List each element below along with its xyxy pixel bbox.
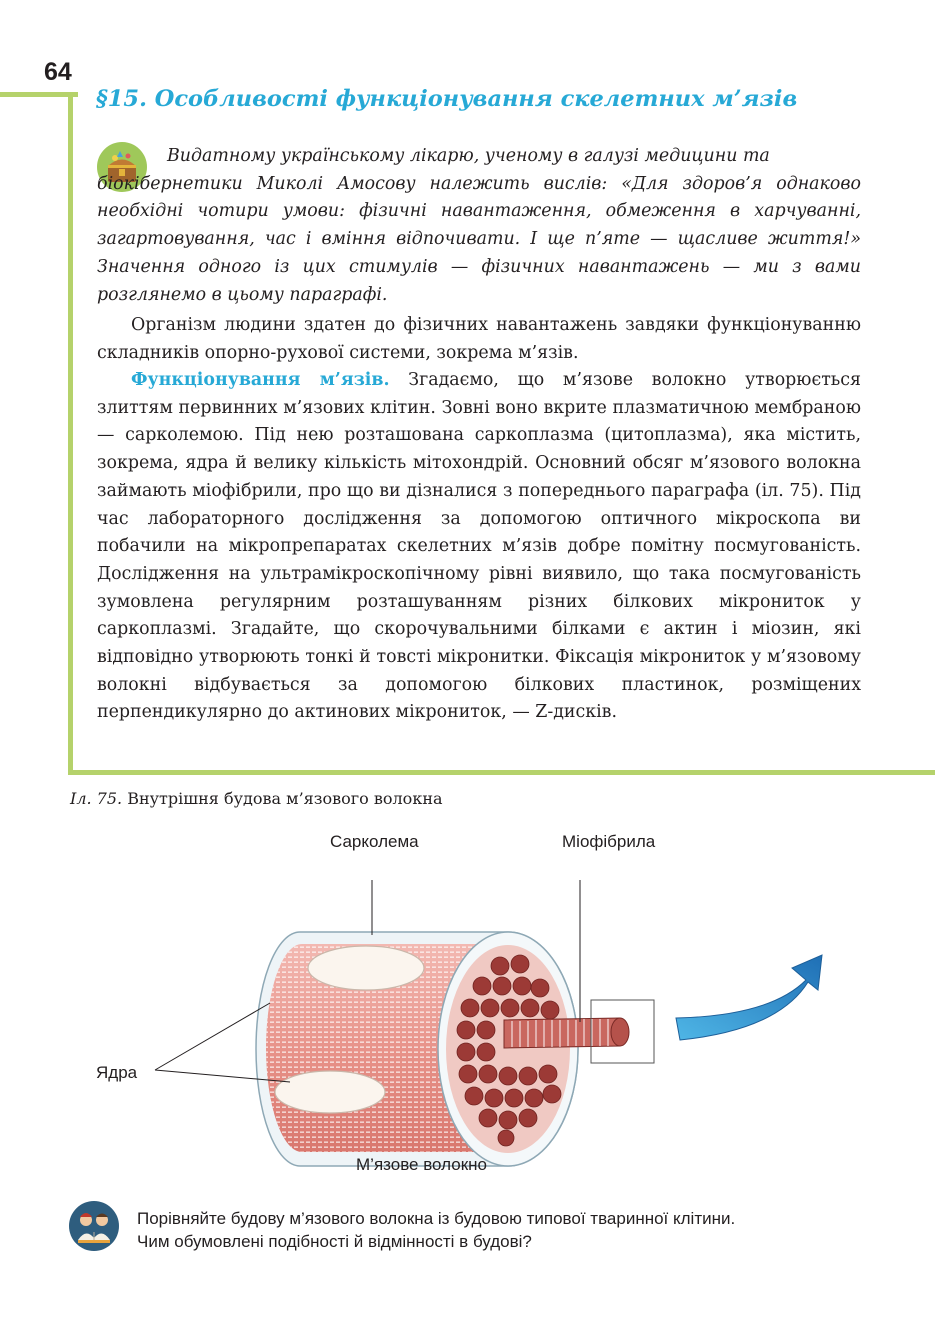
figure-caption-text: Внутрішня будова м’язового волокна xyxy=(127,789,443,808)
nucleus-lower xyxy=(275,1071,385,1113)
extracted-myofibril xyxy=(504,1018,629,1048)
page-number: 64 xyxy=(44,58,72,86)
label-sarcolemma: Сарколема xyxy=(330,832,419,851)
figure-caption xyxy=(70,789,443,808)
muscle-fiber-illustration xyxy=(0,810,935,1190)
frame-top-border xyxy=(0,92,78,97)
label-nuclei: Ядра xyxy=(96,1063,138,1082)
paragraph-2: Організм людини здатен до фізичних навантажень завдяки функціонуванню складників опорно-рухової системи, зокрема м’язів. xyxy=(97,315,861,363)
paragraph-3-text: Згадаємо, що м’язове волокно утворюється злиттям первинних м’язових клітин. Зовні воно вкрите плазматичною мембраною — сарколемою. Під нею розташована саркоплазма (цитоплазма), яка містить, зокрема, ядра й велику кількість мітохондрій. Основний обсяг м’язового волокна займають міофібрили, про що ви дізналися з попереднього параграфа (іл. 75). Під час лабораторного дослідження за допомогою оптичного мікроскопа ви побачили на мікропрепаратах скелетних м’язів добре помітну посмугованість. Дослідження на ультрамікроскопічному рівні виявило, що така посмугованість зумовлена регулярним розташуванням різних білкових мікрониток у саркоплазмі. Згадайте, що скорочувальними білками є актин і міозин, які відповідно утворюють тонкі й товсті мікронитки. Фіксація мікрониток у м’язовому волокні відбувається за допомогою білкових пластинок, розміщених перпендикулярно до актинових мікрониток, — Z-дисків. xyxy=(97,370,861,723)
task-line-2: Чим обумовлені подібності й відмінності в будові? xyxy=(137,1232,532,1251)
intro-quote xyxy=(97,143,861,309)
label-myofibril: Міофібрила xyxy=(562,832,656,851)
task-question xyxy=(137,1207,897,1253)
students-reading-icon xyxy=(68,1200,120,1252)
paragraph-3 xyxy=(97,367,861,727)
frame-left-border xyxy=(68,92,73,775)
intro-first-line: Видатному українському лікарю, ученому в галузі медицини та xyxy=(167,146,770,166)
section-title: §15. Особливості функціонування скелетних м’язів xyxy=(96,86,798,112)
task-line-1: Порівняйте будову м’язового волокна із будовою типової тваринної клітини. xyxy=(137,1209,736,1228)
direction-arrow xyxy=(676,955,822,1040)
figure-number: Іл. 75. xyxy=(70,789,123,808)
frame-bottom-border xyxy=(68,770,935,775)
nucleus-upper xyxy=(308,946,424,990)
paragraph-3-lead: Функціонування м’язів. xyxy=(131,370,390,390)
label-muscle-fiber: М’язове волокно xyxy=(356,1155,487,1174)
intro-rest: біокібернетики Миколі Амосову належить вислів: «Для здоров’я однаково необхідні чотири умови: фізичні навантаження, обмеження в харчуванні, загартовування, час і вміння відпочивати. І ще п’яте — щасливе життя!» Значення одного із цих стимулів — фізичних навантажень — ми з вами розглянемо в цьому параграфі. xyxy=(97,173,861,305)
